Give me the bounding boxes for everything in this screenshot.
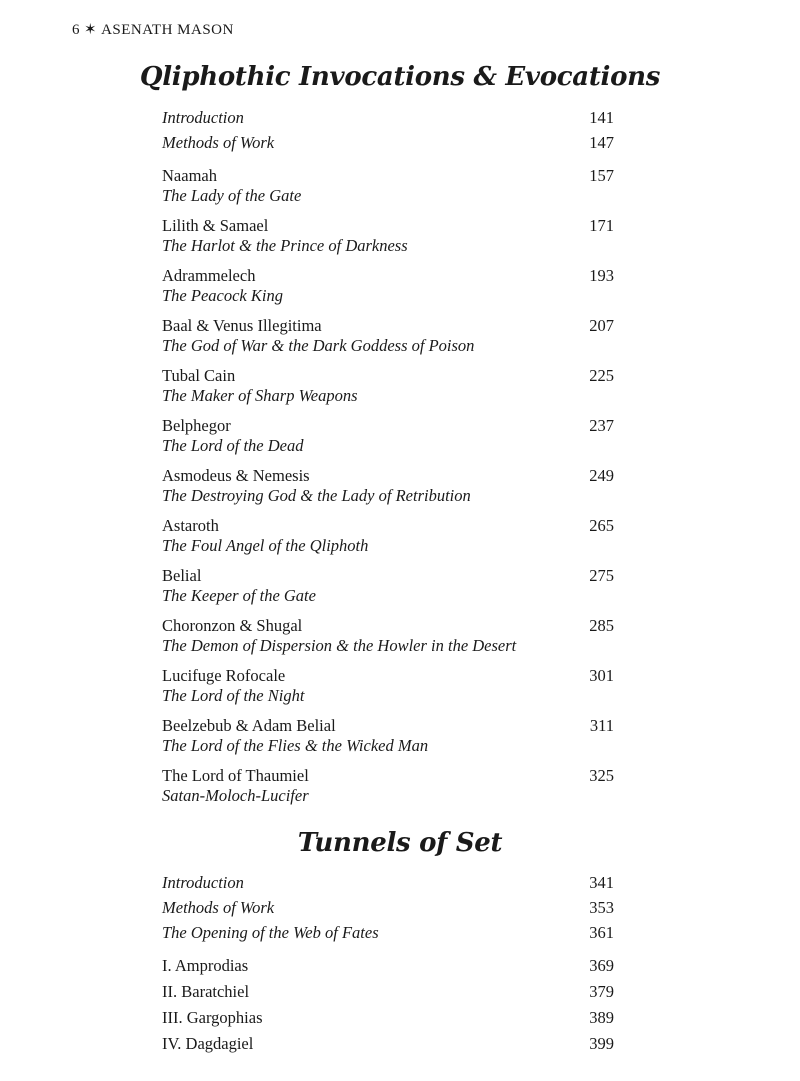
page-number: 147 — [589, 133, 614, 152]
entry-title: Introduction — [162, 108, 244, 127]
toc-entry[interactable] — [162, 316, 614, 366]
entry-subtitle: The God of War & the Dark Goddess of Poison — [162, 336, 475, 355]
toc-entry-introduction[interactable] — [162, 108, 614, 133]
page-number: 157 — [589, 166, 614, 185]
page-number: 6 — [72, 22, 80, 38]
author-name: ASENATH MASON — [101, 22, 234, 38]
section-title: Qliphothic Invocations & Evocations — [139, 62, 661, 92]
page-number: 379 — [589, 982, 614, 1001]
toc-entry[interactable] — [162, 216, 614, 266]
entry-title: Introduction — [162, 873, 244, 892]
toc-entry[interactable] — [162, 1008, 614, 1034]
page-number: 369 — [589, 956, 614, 975]
page-number: 265 — [589, 516, 614, 535]
page-number: 275 — [589, 566, 614, 585]
entry-title: Choronzon & Shugal — [162, 616, 303, 635]
page-number: 193 — [589, 266, 614, 285]
toc-entry[interactable] — [162, 766, 614, 816]
entry-subtitle: The Lord of the Flies & the Wicked Man — [162, 736, 429, 755]
toc-entry[interactable] — [162, 266, 614, 316]
entry-subtitle: The Foul Angel of the Qliphoth — [162, 536, 369, 555]
page-number: 237 — [589, 416, 614, 435]
running-header — [72, 20, 234, 39]
entry-title: Baal & Venus Illegitima — [162, 316, 322, 335]
page-number: 341 — [589, 873, 614, 892]
toc-entry[interactable] — [162, 716, 614, 766]
entry-title: Beelzebub & Adam Belial — [162, 716, 336, 735]
toc-entry-methods-of-work[interactable] — [162, 898, 614, 923]
toc-entry[interactable] — [162, 516, 614, 566]
toc-entry[interactable] — [162, 366, 614, 416]
page-number: 171 — [589, 216, 614, 235]
toc-entry[interactable] — [162, 416, 614, 466]
entry-title: Lucifuge Rofocale — [162, 666, 286, 685]
toc-entry[interactable] — [162, 666, 614, 716]
entry-title: The Lord of Thaumiel — [162, 766, 309, 785]
entry-subtitle: The Harlot & the Prince of Darkness — [162, 236, 408, 255]
toc-entry[interactable] — [162, 982, 614, 1008]
toc-entry[interactable] — [162, 956, 614, 982]
entry-subtitle: The Destroying God & the Lady of Retribution — [162, 486, 471, 505]
entry-title: Asmodeus & Nemesis — [162, 466, 310, 485]
toc-section-1 — [162, 108, 614, 816]
toc-entry[interactable] — [162, 466, 614, 516]
page-number: 389 — [589, 1008, 614, 1027]
page-number: 353 — [589, 898, 614, 917]
toc-section-2 — [162, 873, 614, 1060]
entry-title: Belphegor — [162, 416, 231, 435]
toc-entry[interactable] — [162, 166, 614, 216]
page-number: 399 — [589, 1034, 614, 1053]
entry-subtitle: The Peacock King — [162, 286, 283, 305]
entry-title: Methods of Work — [162, 133, 275, 152]
entry-title: Adrammelech — [162, 266, 256, 285]
entry-subtitle: The Lady of the Gate — [162, 186, 302, 205]
page-number: 361 — [589, 923, 614, 942]
entry-subtitle: The Lord of the Night — [162, 686, 305, 705]
entry-subtitle: The Maker of Sharp Weapons — [162, 386, 358, 405]
toc-entry[interactable] — [162, 1034, 614, 1060]
page-number: 285 — [589, 616, 614, 635]
entry-title: Belial — [162, 566, 202, 585]
toc-entry-methods-of-work[interactable] — [162, 133, 614, 166]
page-number: 141 — [589, 108, 614, 127]
entry-title: Astaroth — [162, 516, 219, 535]
page-number: 207 — [589, 316, 614, 335]
toc-entry[interactable] — [162, 616, 614, 666]
entry-title: Methods of Work — [162, 898, 275, 917]
section-title: Tunnels of Set — [297, 828, 503, 858]
page-number: 249 — [589, 466, 614, 485]
entry-title: Naamah — [162, 166, 217, 185]
entry-title: The Opening of the Web of Fates — [162, 923, 379, 942]
star-ornament-icon: ✶ — [84, 22, 98, 38]
entry-title: III. Gargophias — [162, 1008, 263, 1027]
entry-subtitle: The Demon of Dispersion & the Howler in the Desert — [162, 636, 517, 655]
entry-subtitle: The Lord of the Dead — [162, 436, 304, 455]
toc-entry-introduction[interactable] — [162, 873, 614, 898]
toc-entry[interactable] — [162, 566, 614, 616]
entry-subtitle: The Keeper of the Gate — [162, 586, 316, 605]
page-number: 225 — [589, 366, 614, 385]
entry-title: II. Baratchiel — [162, 982, 250, 1001]
entry-title: I. Amprodias — [162, 956, 249, 975]
entry-subtitle: Satan-Moloch-Lucifer — [162, 786, 309, 805]
entry-title: Tubal Cain — [162, 366, 236, 385]
entry-title: IV. Dagdagiel — [162, 1034, 254, 1053]
page-number: 325 — [589, 766, 614, 785]
page-number: 311 — [589, 716, 614, 735]
toc-entry-opening-web-of-fates[interactable] — [162, 923, 614, 956]
entry-title: Lilith & Samael — [162, 216, 269, 235]
page-number: 301 — [589, 666, 614, 685]
